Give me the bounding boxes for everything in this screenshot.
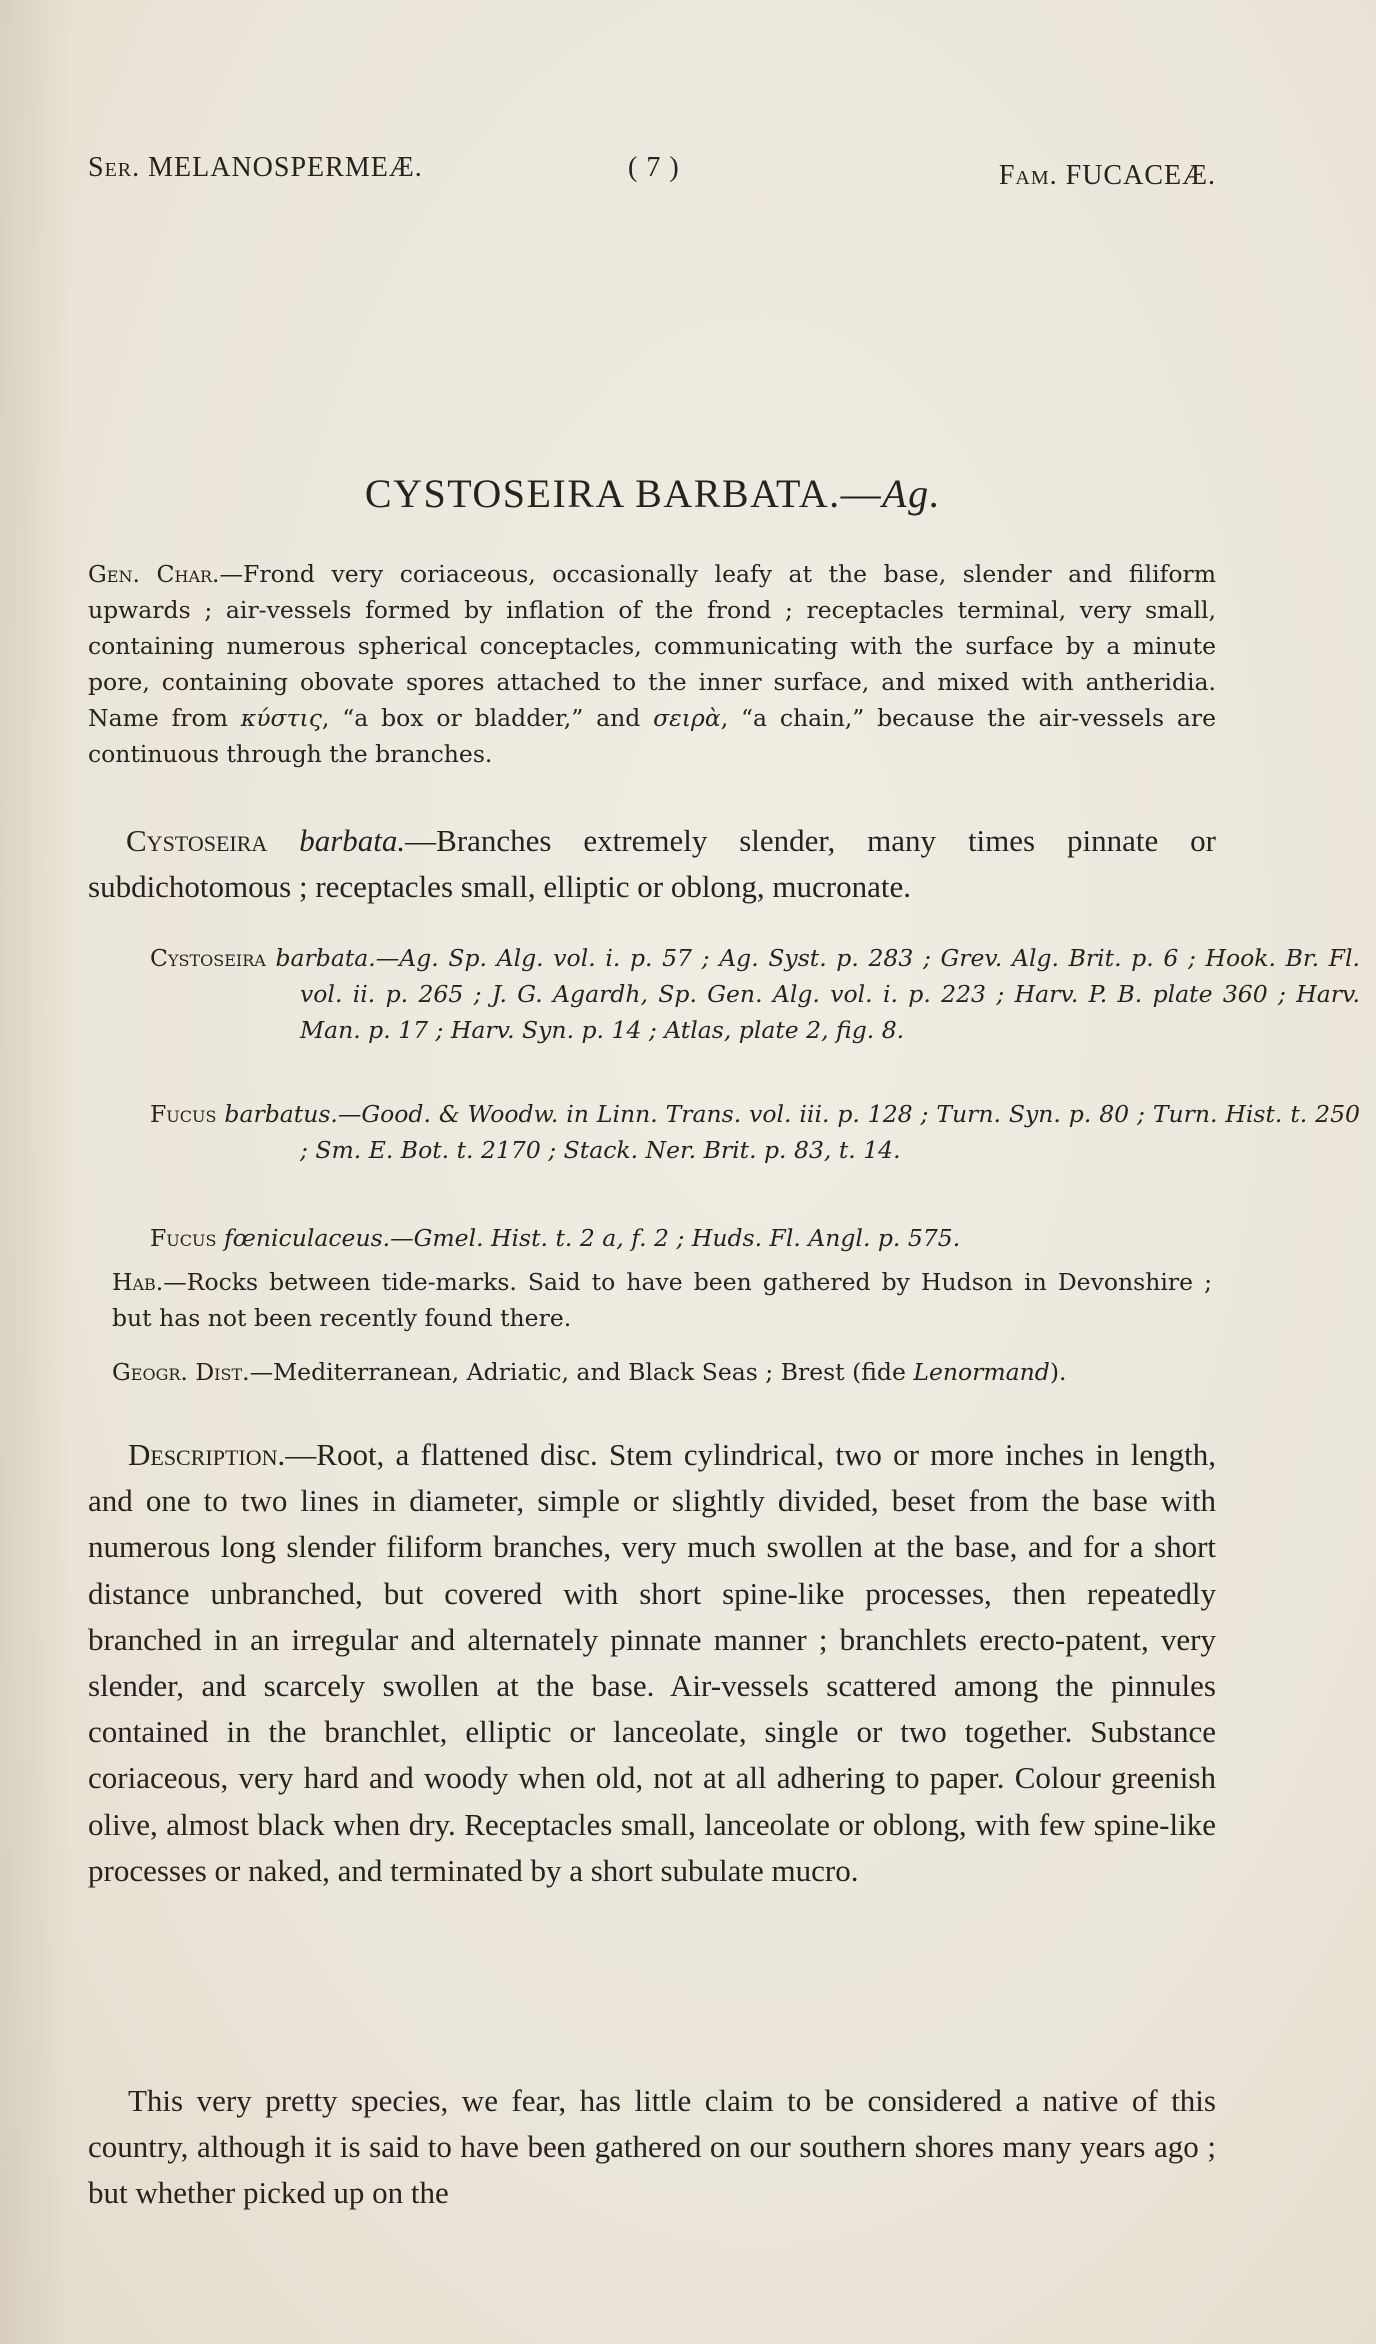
title-name: CYSTOSEIRA BARBATA.— — [364, 471, 883, 516]
gutter-shadow — [0, 0, 70, 2344]
reference-genus: Cystoseira — [150, 944, 266, 972]
geog-end: ). — [1049, 1358, 1067, 1386]
reference-body: barbata.—Ag. Sp. Alg. vol. i. p. 57 ; Ag. Syst. p. 283 ; Grev. Alg. Brit. p. 6 ; Hook. Br. Fl. vol. ii. p. 265 ; J. G. Agardh, Sp. Gen. Alg. vol. i. p. 223 ; Harv. P. B. plate 360 ; Harv. Man. p. 17 ; Harv. Syn. p. 14 ; Atlas, plate 2, fig. 8. — [275, 944, 1360, 1044]
generic-character — [88, 556, 1216, 772]
description — [88, 1432, 1216, 1894]
species-epithet: barbata. — [299, 823, 406, 858]
reference-body: barbatus.—Good. & Woodw. in Linn. Trans. vol. iii. p. 128 ; Turn. Syn. p. 80 ; Turn. Hist. t. 250 ; Sm. E. Bot. t. 2170 ; Stack. Ner. Brit. p. 83, t. 14. — [224, 1100, 1360, 1164]
geographic-distribution — [112, 1354, 1222, 1390]
greek-word-seira: σειρὰ — [653, 704, 721, 732]
reference-fucus-foeniculaceus — [150, 1220, 1360, 1256]
reference-cystoseira — [150, 940, 1360, 1048]
reference-genus: Fucus — [150, 1100, 217, 1128]
header-series: Ser. MELANOSPERMEÆ. — [88, 152, 423, 183]
description-label: Description. — [128, 1437, 286, 1472]
closing-paragraph: This very pretty species, we fear, has little claim to be considered a native of this country, although it is said to have been gathered on our southern shores many years ago ; but whether picked up on the — [88, 2083, 1216, 2210]
running-header — [88, 152, 1216, 192]
gen-char-text-c: , “a chain,” because the air-vessels are continuous through the branches. — [88, 704, 1216, 768]
habitat-label: Hab. — [112, 1268, 164, 1296]
geog-authority: Lenormand — [913, 1358, 1050, 1386]
reference-fucus-barbatus — [150, 1096, 1360, 1168]
species-character — [88, 818, 1216, 910]
species-text: —Branches extremely slender, many times pinnate or subdichotomous ; receptacles small, elliptic or oblong, mucronate. — [88, 823, 1216, 904]
reference-genus: Fucus — [150, 1224, 217, 1252]
gen-char-label: Gen. Char. — [88, 560, 220, 588]
geog-label: Geogr. Dist. — [112, 1358, 250, 1386]
greek-word-kustis: κύστις — [240, 704, 322, 732]
description-text: —Root, a flattened disc. Stem cylindrical, two or more inches in length, and one to two lines in diameter, simple or slightly divided, beset from the base with numerous long slender filiform branches, very much swollen at the base, and for a short distance unbranched, but covered with short spine-like processes, then repeatedly branched in an irregular and alternately pinnate manner ; branchlets erecto-patent, very slender, and scarcely swollen at the base. Air-vessels scattered among the pinnules contained in the branchlet, elliptic or lanceolate, single or two together. Substance coriaceous, very hard and woody when old, not at all adhering to paper. Colour greenish olive, almost black when dry. Receptacles small, lanceolate or oblong, with few spine-like processes or naked, and terminated by a short subulate mucro. — [88, 1437, 1216, 1888]
habitat — [112, 1264, 1212, 1336]
title-author: Ag. — [882, 471, 942, 516]
geog-text: —Mediterranean, Adriatic, and Black Seas ; Brest (fide — [249, 1358, 914, 1386]
reference-body: fœniculaceus.—Gmel. Hist. t. 2 a, f. 2 ; Huds. Fl. Angl. p. 575. — [223, 1224, 961, 1252]
species-title — [0, 470, 1306, 517]
gen-char-text-b: , “a box or bladder,” and — [321, 704, 654, 732]
habitat-text: —Rocks between tide-marks. Said to have been gathered by Hudson in Devonshire ; but has not been recently found there. — [112, 1268, 1212, 1332]
page-number: ( 7 ) — [628, 152, 680, 183]
gen-char-text-a: —Frond very coriaceous, occasionally leafy at the base, slender and filiform upwards ; air-vessels formed by inflation of the frond ; receptacles terminal, very small, containing numerous spherical conceptacles, communicating with the surface by a minute pore, containing obovate spores attached to the inner surface, and mixed with antheridia. Name from — [88, 560, 1216, 732]
header-family: Fam. FUCACEÆ. — [998, 160, 1216, 191]
species-genus: Cystoseira — [126, 823, 268, 858]
